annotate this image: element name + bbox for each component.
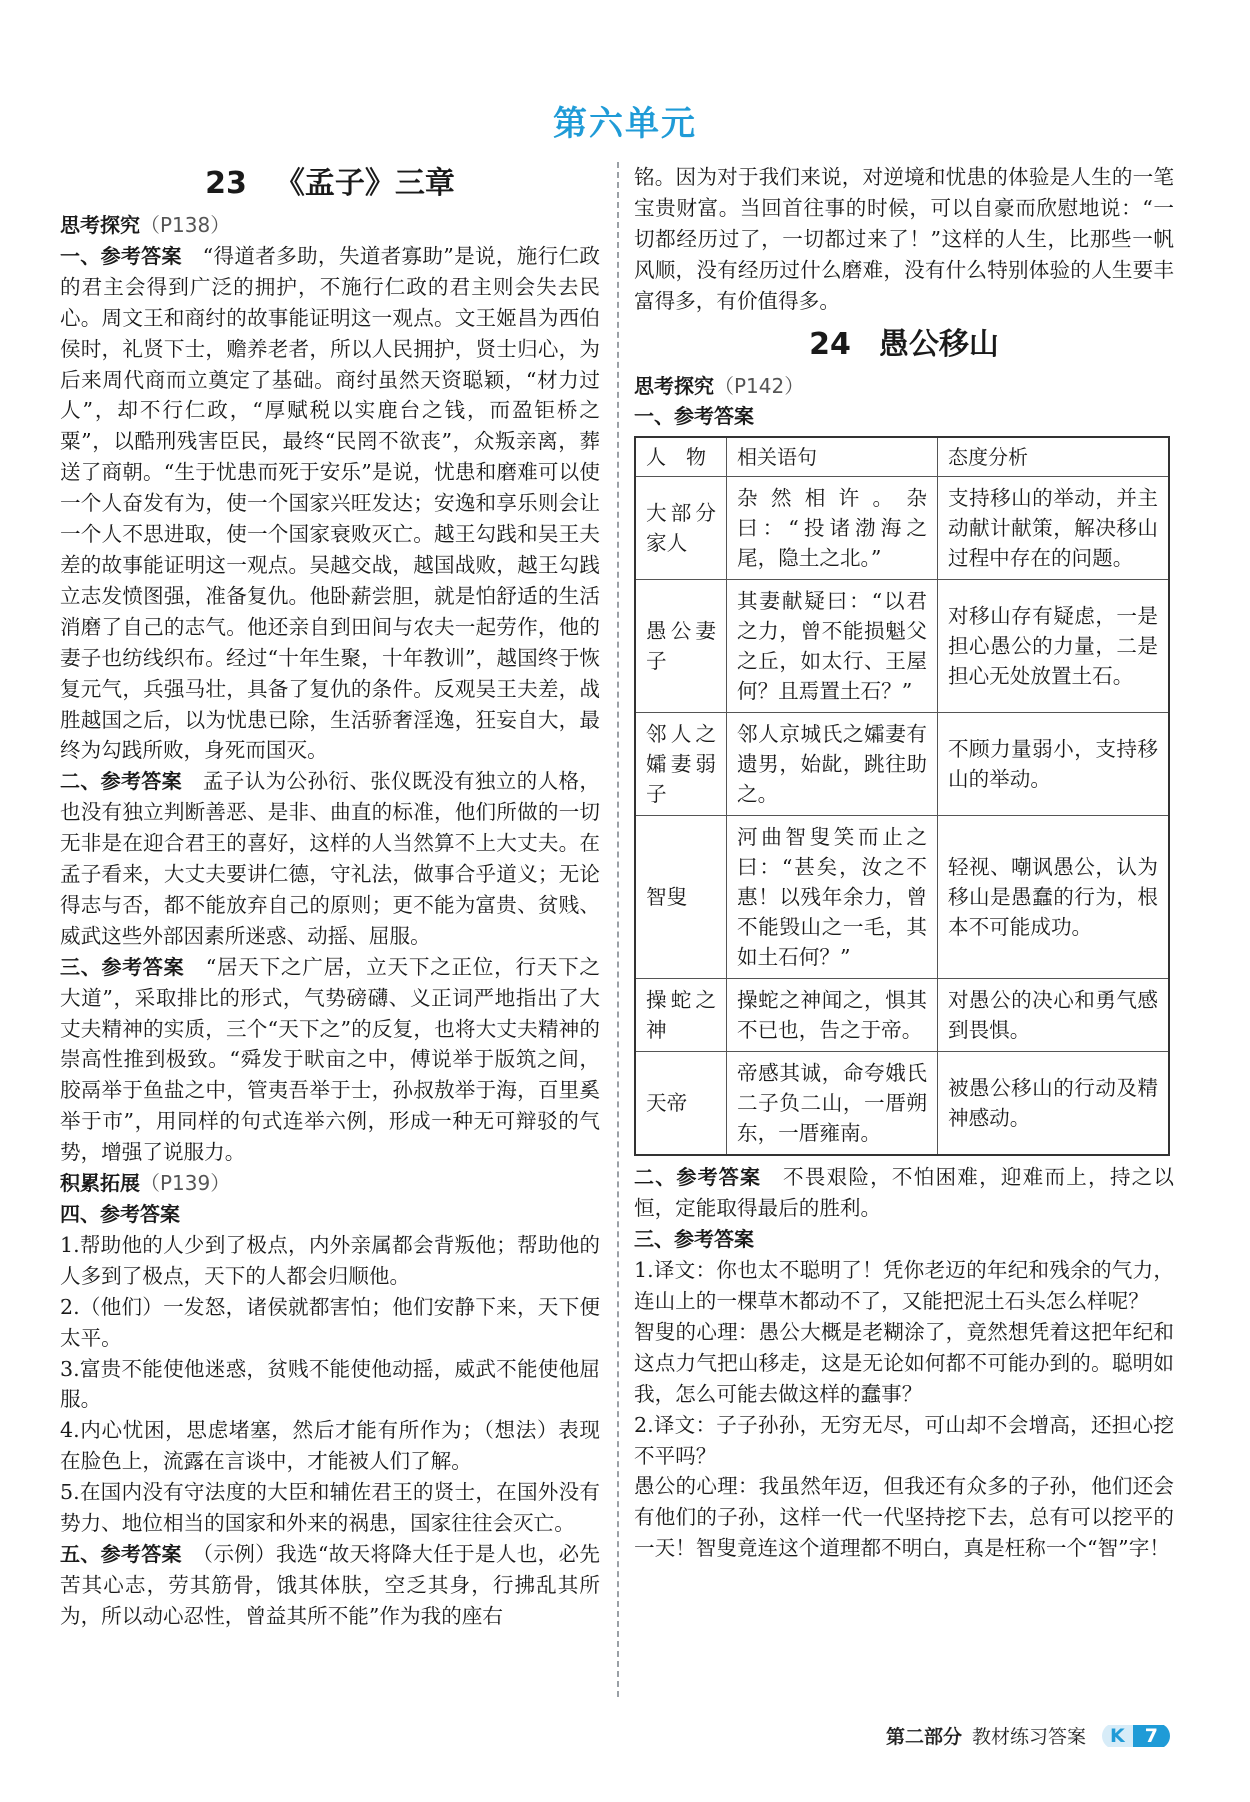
table-cell-quote: 邻人京城氏之孀妻有遗男，始龀，跳往助之。 — [727, 713, 938, 816]
table-row — [635, 713, 1169, 816]
lesson-23-title — [60, 162, 600, 206]
table-header-row — [635, 437, 1169, 477]
answer-2: 二、参考答案 不畏艰险，不怕困难，迎难而上，持之以恒，定能取得最后的胜利。 — [634, 1165, 1175, 1221]
column-divider — [617, 162, 619, 1697]
answer-5-continued: 铭。因为对于我们来说，对逆境和忧患的体验是人生的一笔宝贵财富。当回首往事的时候，可以自豪而欣慰地说：“一切都经历过了，一切都过来了！”这样的人生，比那些一帆风顺，没有经历过什么磨难，没有什么特别体验的人生要丰富得多，有价值得多。 — [634, 165, 1174, 313]
answer-3-item: 2.译文：子子孙孙，无穷无尽，可山却不会增高，还担心挖不平吗？ — [634, 1412, 1174, 1468]
right-column — [634, 162, 1174, 1564]
table-row — [635, 580, 1169, 713]
footer-part: 第二部分 — [886, 1726, 963, 1748]
answer-2: 二、参考答案 孟子认为公孙衍、张仪既没有独立的人格，也没有独立判断善恶、是非、曲直的标准，他们所做的一切无非是在迎合君王的喜好，这样的人当然算不上大丈夫。在孟子看来，大丈夫要讲仁德，守礼法，做事合乎道义；无论得志与否，都不能放弃自己的原则；更不能为富贵、贫贱、威武这些外部因素所迷惑、动摇、屈服。 — [60, 769, 601, 948]
answer-4-item: 2.（他们）一发怒，诸侯就都害怕；他们安静下来，天下便太平。 — [60, 1294, 600, 1350]
section-expand: 积累拓展（P139） — [60, 1171, 231, 1196]
answer-4-head: 四、参考答案 — [60, 1202, 180, 1226]
answer-3-item: 1.译文：你也太不聪明了！凭你老迈的年纪和残余的气力，连山上的一棵草木都动不了，又能把泥土石头怎么样呢？ — [634, 1258, 1174, 1313]
page-number: 7 — [1133, 1725, 1170, 1747]
table-cell-person: 操蛇之神 — [635, 979, 727, 1052]
left-column — [60, 162, 600, 1632]
table-cell-attitude: 不顾力量弱小，支持移山的举动。 — [938, 713, 1170, 816]
table-header: 相关语句 — [727, 437, 938, 477]
lesson-number: 23 — [205, 166, 247, 201]
table-cell-person: 天帝 — [635, 1052, 727, 1156]
answer-3-head: 三、参考答案 — [634, 1227, 754, 1252]
section-think: 思考探究（P138） — [60, 213, 231, 237]
table-cell-attitude: 被愚公移山的行动及精神感动。 — [938, 1052, 1170, 1156]
table-cell-quote: 操蛇之神闻之，惧其不已也，告之于帝。 — [727, 979, 938, 1052]
answer-3-item: 智叟的心理：愚公大概是老糊涂了，竟然想凭着这把年纪和这点力气把山移走，这是无论如何都不可能办到的。聪明如我，怎么可能去做这样的蠢事？ — [634, 1319, 1174, 1406]
page-footer — [886, 1722, 1170, 1749]
table-cell-person: 邻人之孀妻弱子 — [635, 713, 727, 816]
attitude-table — [634, 436, 1170, 1156]
answer-4-item: 4.内心忧困，思虑堵塞，然后才能有所作为；（想法）表现在脸色上，流露在言谈中，才能被人们了解。 — [60, 1418, 600, 1474]
lesson-24-title — [634, 323, 1174, 367]
table-row — [635, 979, 1169, 1052]
table-cell-person: 大部分家人 — [635, 477, 727, 580]
answer-3: 三、参考答案 “居天下之广居，立天下之正位，行天下之大道”，采取排比的形式，气势磅礴、义正词严地指出了大丈夫精神的实质，三个“天下之”的反复，也将大丈夫精神的崇高性推到极致。“舜发于畎亩之中，傅说举于版筑之间，胶鬲举于鱼盐之中，管夷吾举于士，孙叔敖举于海，百里奚举于市”，用同样的句式连举六例，形成一种无可辩驳的气势，增强了说服力。 — [60, 954, 601, 1165]
answer-4-item: 1.帮助他的人少到了极点，内外亲属都会背叛他；帮助他的人多到了极点，天下的人都会归顺他。 — [60, 1232, 600, 1288]
table-header: 态度分析 — [938, 437, 1170, 477]
lesson-name: 愚公移山 — [878, 326, 999, 362]
table-cell-attitude: 支持移山的举动，并主动献计献策，解决移山过程中存在的问题。 — [938, 477, 1170, 580]
table-cell-quote: 其妻献疑曰：“以君之力，曾不能损魁父之丘，如太行、王屋何？且焉置土石？” — [727, 580, 938, 713]
lesson-number: 24 — [809, 326, 851, 362]
lesson-name: 《孟子》三章 — [274, 166, 455, 201]
table-cell-attitude: 轻视、嘲讽愚公，认为移山是愚蠢的行为，根本不可能成功。 — [938, 816, 1170, 979]
table-cell-attitude: 对移山存有疑虑，一是担心愚公的力量，二是担心无处放置土石。 — [938, 580, 1170, 713]
table-cell-quote: 河曲智叟笑而止之曰：“甚矣，汝之不惠！以残年余力，曾不能毁山之一毛，其如土石何？” — [727, 816, 938, 979]
answer-4-item: 5.在国内没有守法度的大臣和辅佐君王的贤士，在国外没有势力、地位相当的国家和外来的祸患，国家往往会灭亡。 — [60, 1480, 600, 1536]
table-cell-person: 智叟 — [635, 816, 727, 979]
answer-1: 一、参考答案 “得道者多助，失道者寡助”是说，施行仁政的君主会得到广泛的拥护，不施行仁政的君主则会失去民心。周文王和商纣的故事能证明这一观点。文王姬昌为西伯侯时，礼贤下士，赡养老者，所以人民拥护，贤士归心，为后来周代商而立奠定了基础。商纣虽然天资聪颖，“材力过人”，却不行仁政，“厚赋税以实鹿台之钱，而盈钜桥之粟”，以酷刑残害臣民，最终“民罔不欲丧”，众叛亲离，葬送了商朝。“生于忧患而死于安乐”是说，忧患和磨难可以使一个人奋发有为，使一个国家兴旺发达；安逸和享乐则会让一个人不思进取，使一个国家衰败灭亡。越王勾践和吴王夫差的故事能证明这一观点。吴越交战，越国战败，越王勾践立志发愤图强，准备复仇。他卧薪尝胆，就是怕舒适的生活消磨了自己的志气。他还亲自到田间与农夫一起劳作，他的妻子也纺线织布。经过“十年生聚，十年教训”，越国终于恢复元气，兵强马壮，具备了复仇的条件。反观吴王夫差，战胜越国之后，以为忧患已除，生活骄奢淫逸，狂妄自大，最终为勾践所败，身死而国灭。 — [60, 243, 601, 763]
table-cell-person: 愚公妻子 — [635, 580, 727, 713]
answer-3-item: 愚公的心理：我虽然年迈，但我还有众多的子孙，他们还会有他们的子孙，这样一代一代坚持挖下去，总有可以挖平的一天！智叟竟连这个道理都不明白，真是枉称一个“智”字！ — [634, 1474, 1174, 1561]
table-row — [635, 816, 1169, 979]
table-cell-quote: 帝感其诚，命夸娥氏二子负二山，一厝朔东，一厝雍南。 — [727, 1052, 938, 1156]
table-cell-attitude: 对愚公的决心和勇气感到畏惧。 — [938, 979, 1170, 1052]
table-row — [635, 1052, 1169, 1156]
answer-4-item: 3.富贵不能使他迷惑，贫贱不能使他动摇，威武不能使他屈服。 — [60, 1356, 600, 1412]
table-header: 人 物 — [635, 437, 727, 477]
table-cell-quote: 杂然相许。杂曰：“投诸渤海之尾，隐土之北。” — [727, 477, 938, 580]
section-think: 思考探究（P142） — [634, 373, 805, 398]
page-number-badge — [1102, 1723, 1170, 1749]
badge-letter: K — [1102, 1725, 1133, 1747]
unit-title: 第六单元 — [553, 104, 697, 144]
answer-5: 五、参考答案 （示例）我选“故天将降大任于是人也，必先苦其心志，劳其筋骨，饿其体肤，空乏其身，行拂乱其所为，所以动心忍性，曾益其所不能”作为我的座右 — [60, 1541, 601, 1628]
table-row — [635, 477, 1169, 580]
footer-section: 教材练习答案 — [972, 1726, 1087, 1748]
answer-1-head: 一、参考答案 — [634, 404, 754, 429]
